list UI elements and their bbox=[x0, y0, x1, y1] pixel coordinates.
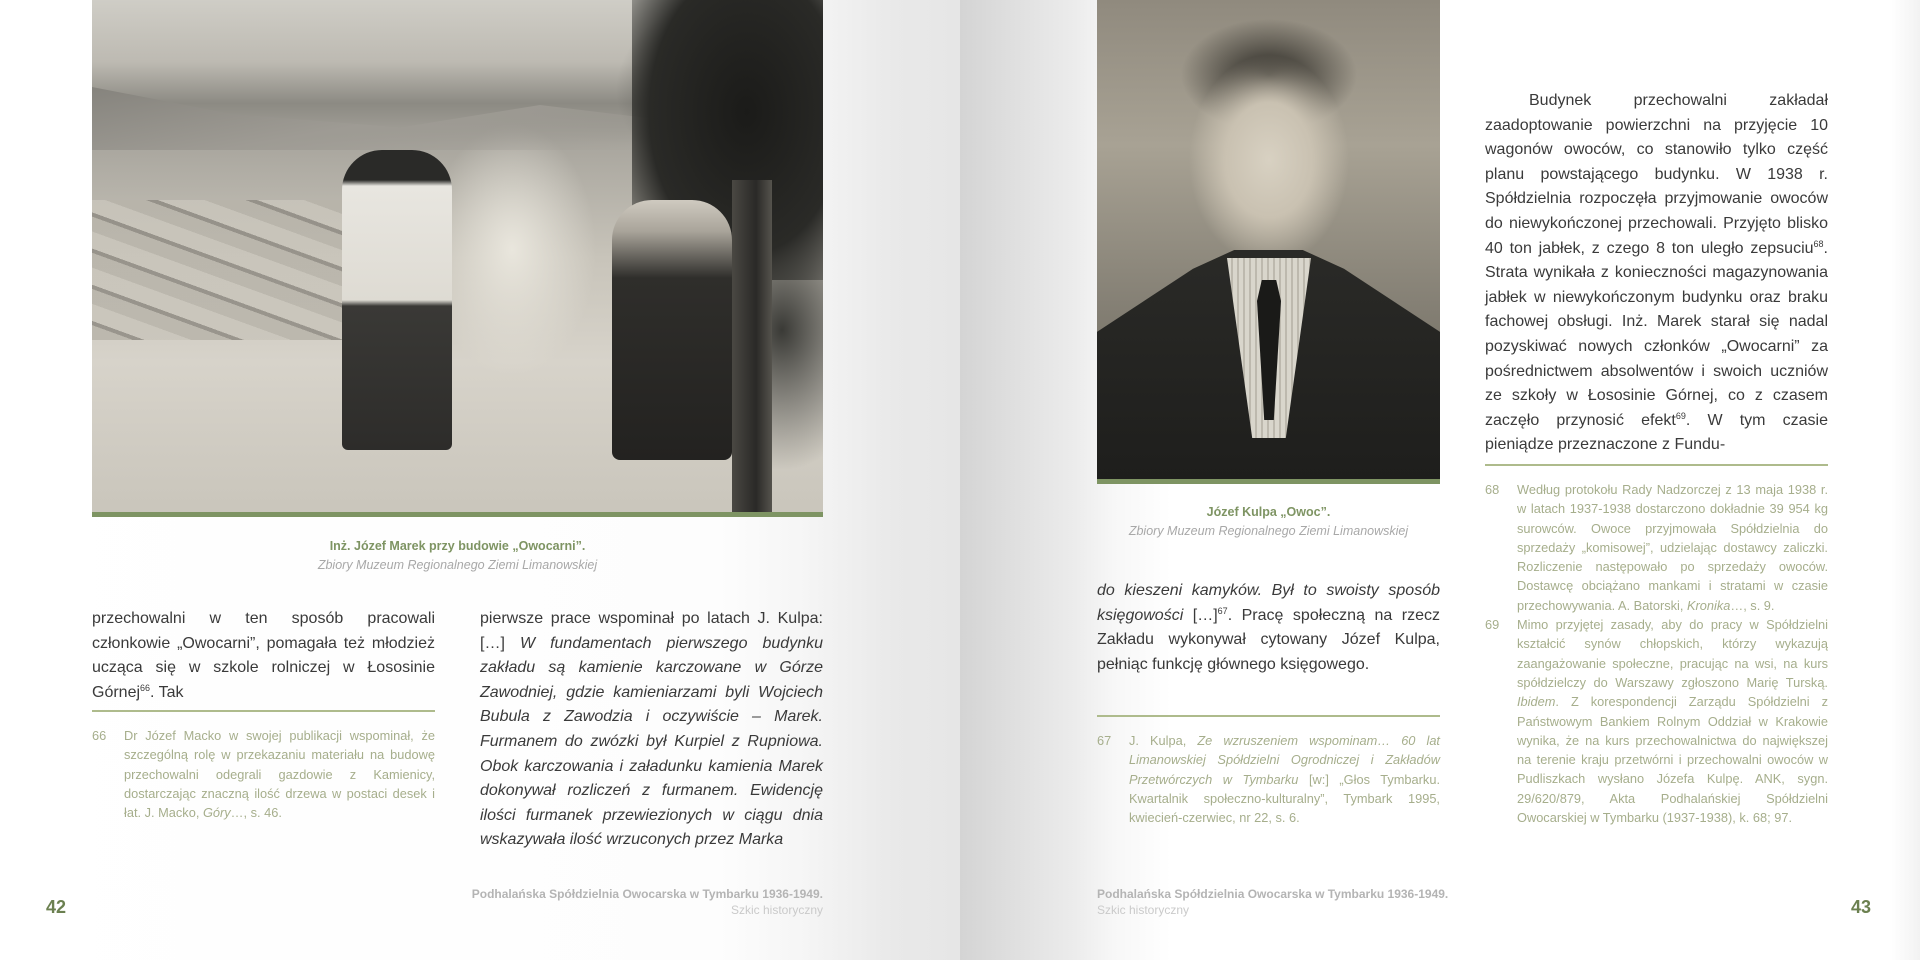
caption-title: Inż. Józef Marek przy budowie „Owocarni”. bbox=[329, 539, 586, 553]
quote-text: do kieszeni kamyków. Był to swoisty sposób księgowości bbox=[1097, 582, 1440, 624]
footnote-tail: [w:] „Głos Tymbarku. Kwartalnik społeczno-kulturalny”, Tymbark 1995, kwiecień-czerwiec, nr 22, s. 6. bbox=[1129, 771, 1440, 826]
right-column-1-text bbox=[1097, 579, 1440, 677]
left-column-2-text bbox=[480, 607, 823, 853]
right-column-2-text bbox=[1485, 89, 1828, 458]
caption-title: Józef Kulpa „Owoc”. bbox=[1206, 505, 1331, 519]
footnote-66 bbox=[92, 726, 435, 822]
footnote-italic: Ibidem bbox=[1517, 694, 1556, 710]
left-column-1-text bbox=[92, 607, 435, 705]
footnote-divider bbox=[1097, 715, 1440, 717]
page-number-left: 42 bbox=[46, 897, 67, 917]
footnote-ref-67[interactable]: 67 bbox=[1217, 605, 1228, 616]
footnote-number: 66 bbox=[92, 728, 107, 743]
photo-caption-left bbox=[92, 537, 823, 575]
footnote-tail: …, s. 9. bbox=[1730, 597, 1775, 613]
footnote-number: 69 bbox=[1485, 617, 1500, 633]
portrait-photo bbox=[1097, 0, 1440, 484]
footnote-ref-69[interactable]: 69 bbox=[1675, 410, 1686, 421]
book-title: Podhalańska Spółdzielnia Owocarska w Tymbarku 1936-1949. bbox=[471, 887, 823, 901]
footnotes-left bbox=[92, 726, 435, 822]
body-text: . Pracę społeczną na rzecz Zakładu wykonywał cytowany Józef Kulpa, pełniąc funkcję głównego księgowego. bbox=[1097, 606, 1441, 673]
caption-source: Zbiory Muzeum Regionalnego Ziemi Limanowskiej bbox=[317, 558, 598, 572]
photo-stone-wall bbox=[92, 200, 362, 340]
body-text: pierwsze prace wspominał po latach J. Kulpa: […] bbox=[480, 610, 823, 652]
footnote-italic: Kronika bbox=[1687, 597, 1731, 613]
body-text: Budynek przechowalni zakładał zaadoptowanie powierzchni na przyjęcie 10 wagonów owoców, co stanowiło tylko część planu powstającego budynku. W 1938 r. Spółdzielnia rozpoczęła przyjmowanie owoców do niewykończonej przechowali. Przyjęto blisko 40 ton jabłek, z czego 8 ton uległo zepsuciu bbox=[1485, 92, 1828, 257]
photo-wooden-post bbox=[732, 180, 772, 517]
footnote-number: 68 bbox=[1485, 482, 1500, 497]
photo-hills bbox=[92, 60, 652, 150]
footnote-ref-66[interactable]: 66 bbox=[140, 682, 151, 693]
photo-accent-bar bbox=[1097, 479, 1440, 484]
running-head-right bbox=[1097, 886, 1517, 918]
footnote-text: Według protokołu Rady Nadzorczej z 13 maja 1938 r. w latach 1937-1938 dostarczono dokładnie 39 954 kg surowców. Owoce przyjmowała Spółdzielnia do sprzedaży „komisowej”, udzielając dostawcy zaliczki. Rozliczenie następowało po sprzedaży owoców. Dostawcę obciążano mankami i stratami w czasie przechowywania. A. Batorski, bbox=[1517, 482, 1828, 613]
footnotes-right-col2 bbox=[1485, 480, 1828, 827]
footnote-italic: Ze wzruszeniem wspominam… 60 lat Limanowskiej Spółdzielni Ogrodniczej i Zakładów Przetwórczych w Tymbarku bbox=[1129, 733, 1440, 787]
footnote-text: Dr Józef Macko w swojej publikacji wspominał, że szczególną rolę w przekazaniu materiału na budowę przechowalni odegrali gazdowie z Kamienicy, dostarczając znaczną ilość drzewa w postaci desek i łat. J. Macko, bbox=[124, 728, 435, 821]
photo-accent-bar bbox=[92, 512, 823, 517]
construction-photo bbox=[92, 0, 823, 517]
book-title: Podhalańska Spółdzielnia Owocarska w Tymbarku 1936-1949. bbox=[1097, 887, 1449, 901]
quote-text: W fundamentach pierwszego budynku zakładu są kamienie karczowane w Górze Zawodniej, gdzie kamieniarzami byli Wojciech Bubula z Zawodzia i oczywiście – Marek. Furmanem do zwózki był Kurpiel z Rupniowa. Obok karczowania i załadunku kamienia Marek dokonywał rozliczeń z furmanem. Ewidencję ilości furmanek przewiezionych w ciągu dnia wskazywała ilość wrzuconych przez Marka bbox=[480, 634, 823, 849]
footnote-tail: …, s. 46. bbox=[230, 805, 282, 821]
photo-caption-right bbox=[1097, 503, 1440, 541]
footnote-text: J. Kulpa, bbox=[1129, 733, 1198, 748]
body-text: . Strata wynikała z konieczności magazynowania jabłek w niewykończonym budynku oraz braku fachowej obsługi. Inż. Marek starał się nadal pozyskiwać nowych członków „Owocarni” za pośrednictwem absolwentów i swoich uczniów ze szkoły w Łososinie Górnej, co z czasem zaczęło przynosić efekt bbox=[1485, 239, 1828, 429]
footnote-divider bbox=[1485, 464, 1828, 466]
photo-figure-marek bbox=[342, 150, 452, 450]
footnote-divider bbox=[92, 710, 435, 712]
footnote-ref-68[interactable]: 68 bbox=[1813, 238, 1824, 249]
body-text: […] bbox=[1183, 606, 1218, 624]
footnote-tail: . Z korespondencji Zarządu Spółdzielni z Państwowym Bankiem Rolnym Oddział w Krakowie wynika, że na kurs przechowalnictwa do największej na terenie kraju przetwórni i przechowalni owoców w Pudliszkach wysłano Józefa Kulpę. ANK, sygn. 29/620/879, Akta Podhalańskiej Spółdzielni Owocarskiej w Tymbarku (1937-1938), k. 68; 97. bbox=[1517, 694, 1828, 826]
footnote-text: Mimo przyjętej zasady, aby do pracy w Spółdzielni kształcić synów chłopskich, którzy wykazują zaangażowanie społeczne, pracując na wsi, na kurs spółdzielczy do Warszawy zgłoszono Marię Turską. bbox=[1517, 617, 1828, 690]
photo-figure-worker bbox=[612, 200, 732, 460]
footnote-italic: Góry bbox=[202, 805, 231, 821]
body-text: . W tym czasie pieniądze przeznaczone z Fundu- bbox=[1485, 411, 1829, 454]
page-number-right: 43 bbox=[1851, 897, 1872, 917]
body-text: . Tak bbox=[150, 683, 184, 701]
body-text: przechowalni w ten sposób pracowali członkowie „Owocarni”, pomagała też młodzież ucząca się w szkole rolniczej w Łososinie Górnej bbox=[92, 610, 435, 701]
footnote-69 bbox=[1485, 615, 1828, 827]
footnote-68 bbox=[1485, 480, 1828, 615]
running-head-left bbox=[420, 886, 823, 918]
footnote-67 bbox=[1097, 731, 1440, 827]
book-subtitle: Szkic historyczny bbox=[730, 903, 823, 917]
footnotes-right-col1 bbox=[1097, 731, 1440, 827]
caption-source: Zbiory Muzeum Regionalnego Ziemi Limanowskiej bbox=[1128, 524, 1409, 538]
footnote-number: 67 bbox=[1097, 733, 1112, 748]
book-subtitle: Szkic historyczny bbox=[1097, 903, 1190, 917]
